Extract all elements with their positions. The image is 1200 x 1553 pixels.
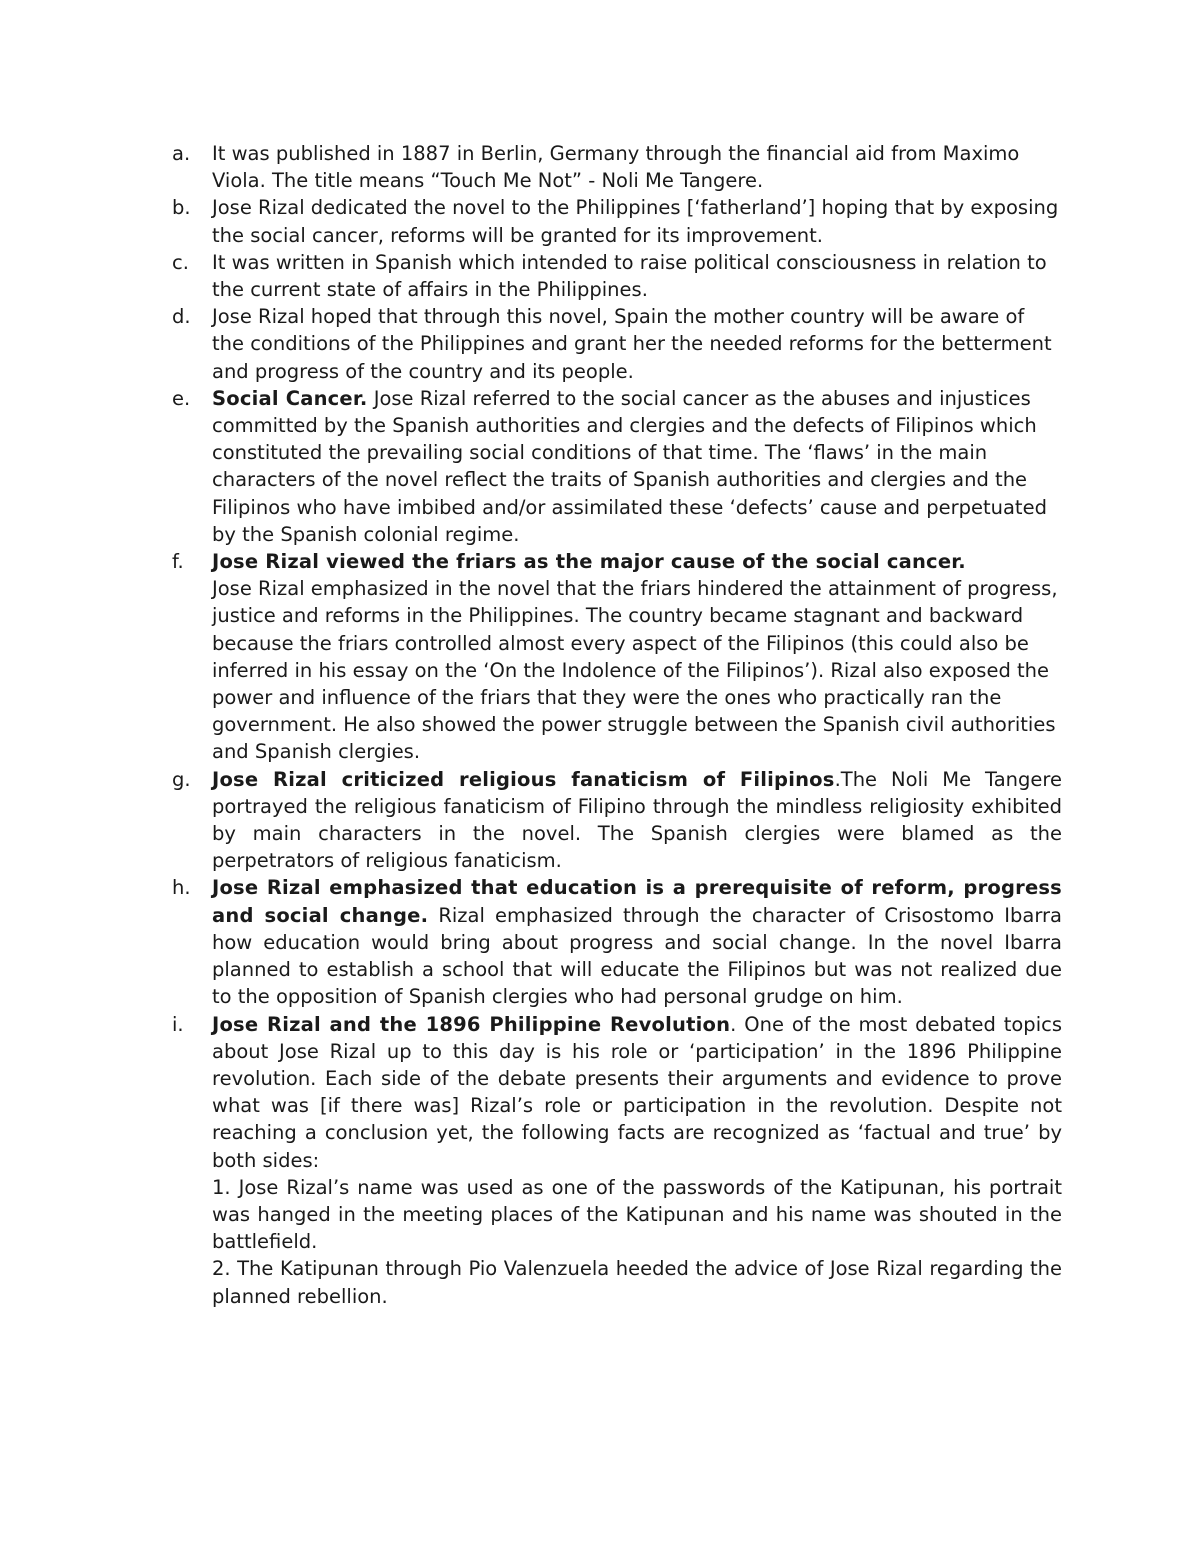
list-item-h	[172, 874, 1062, 1010]
list-item-f	[172, 548, 1062, 766]
list-marker: e.	[172, 386, 191, 410]
fact-item: 1. Jose Rizal’s name was used as one of the passwords of the Katipunan, his portrait was hanged in the meeting places of the Katipunan and his name was shouted in the battlefield.	[212, 1175, 1062, 1254]
point-list	[172, 140, 1062, 1310]
list-item-body	[212, 766, 1062, 875]
item-heading: Jose Rizal viewed the friars as the major cause of the social cancer.	[212, 550, 966, 574]
list-item-g	[172, 766, 1062, 875]
list-item-b	[172, 194, 1062, 248]
list-item-c	[172, 249, 1062, 303]
list-marker: h.	[172, 876, 191, 900]
list-marker: d.	[172, 305, 191, 329]
list-item-text: Jose Rizal emphasized in the novel that the friars hindered the attainment of progress, justice and reforms in the Philippines. The country became stagnant and backward because the friars controlled almost every aspect of the Filipinos (this could also be inferred in his essay on the ‘On the Indolence of the Filipinos’). Rizal also exposed the power and influence of the friars that they were the ones who practically ran the government. He also showed the power struggle between the Spanish civil authorities and Spanish clergies.	[212, 577, 1058, 764]
list-marker: b.	[172, 196, 191, 220]
item-heading: Social Cancer.	[212, 386, 368, 410]
list-item-text: It was published in 1887 in Berlin, Germany through the financial aid from Maximo Viola. The title means “Touch Me Not” - Noli Me Tangere.	[212, 142, 1020, 193]
list-item-text: It was written in Spanish which intended to raise political consciousness in relation to the current state of affairs in the Philippines.	[212, 250, 1047, 302]
list-item-e	[172, 385, 1062, 548]
list-marker: f.	[172, 550, 184, 574]
list-marker: g.	[172, 767, 191, 791]
list-item-text: . One of the most debated topics about Jose Rizal up to this day is his role or ‘participation’ in the 1896 Philippine revolution. Each side of the debate presents their arguments and evidence to prove what was [if there was] Rizal’s role or participation in the revolution. Despite not reaching a conclusion yet, the following facts are recognized as ‘factual and true’ by both sides:	[212, 1012, 1062, 1172]
list-item-body	[212, 874, 1062, 1010]
item-heading: Jose Rizal and the 1896 Philippine Revolution	[212, 1012, 731, 1036]
item-heading: Jose Rizal emphasized that education is a prerequisite of reform, progress and social change.	[212, 876, 1062, 927]
item-heading: Jose Rizal criticized religious fanaticism of Filipinos	[212, 767, 835, 791]
list-item-text: Jose Rizal referred to the social cancer as the abuses and injustices committed by the Spanish authorities and clergies and the defects of Filipinos which constituted the prevailing social conditions of that time. The ‘flaws’ in the main characters of the novel reflect the traits of Spanish authorities and clergies and the Filipinos who have imbibed and/or assimilated these ‘defects’ cause and perpetuated by the Spanish colonial regime.	[212, 386, 1047, 546]
list-item-text: .The Noli Me Tangere portrayed the religious fanaticism of Filipino through the mindless religiosity exhibited by main characters in the novel. The Spanish clergies were blamed as the perpetrators of religious fanaticism.	[212, 767, 1062, 873]
list-item-body	[212, 385, 1062, 548]
list-marker: i.	[172, 1012, 184, 1036]
list-item-body	[212, 548, 1062, 766]
list-item-text: Jose Rizal hoped that through this novel, Spain the mother country will be aware of the conditions of the Philippines and grant her the needed reforms for the betterment and progress of the country and its people.	[212, 305, 1052, 383]
list-item-d	[172, 303, 1062, 385]
fact-item: 2. The Katipunan through Pio Valenzuela heeded the advice of Jose Rizal regarding the planned rebellion.	[212, 1257, 1062, 1308]
list-item-text: Jose Rizal dedicated the novel to the Philippines [‘fatherland’] hoping that by exposing the social cancer, reforms will be granted for its improvement.	[212, 196, 1059, 247]
list-marker: a.	[172, 142, 191, 165]
list-item-body	[212, 1011, 1062, 1174]
list-item-text: Rizal emphasized through the character of Crisostomo Ibarra how education would bring about progress and social change. In the novel Ibarra planned to establish a school that will educate the Filipinos but was not realized due to the opposition of Spanish clergies who had personal grudge on him.	[212, 903, 1062, 1009]
list-item-i	[172, 1011, 1062, 1310]
list-item-a	[172, 140, 1062, 194]
list-marker: c.	[172, 250, 189, 274]
